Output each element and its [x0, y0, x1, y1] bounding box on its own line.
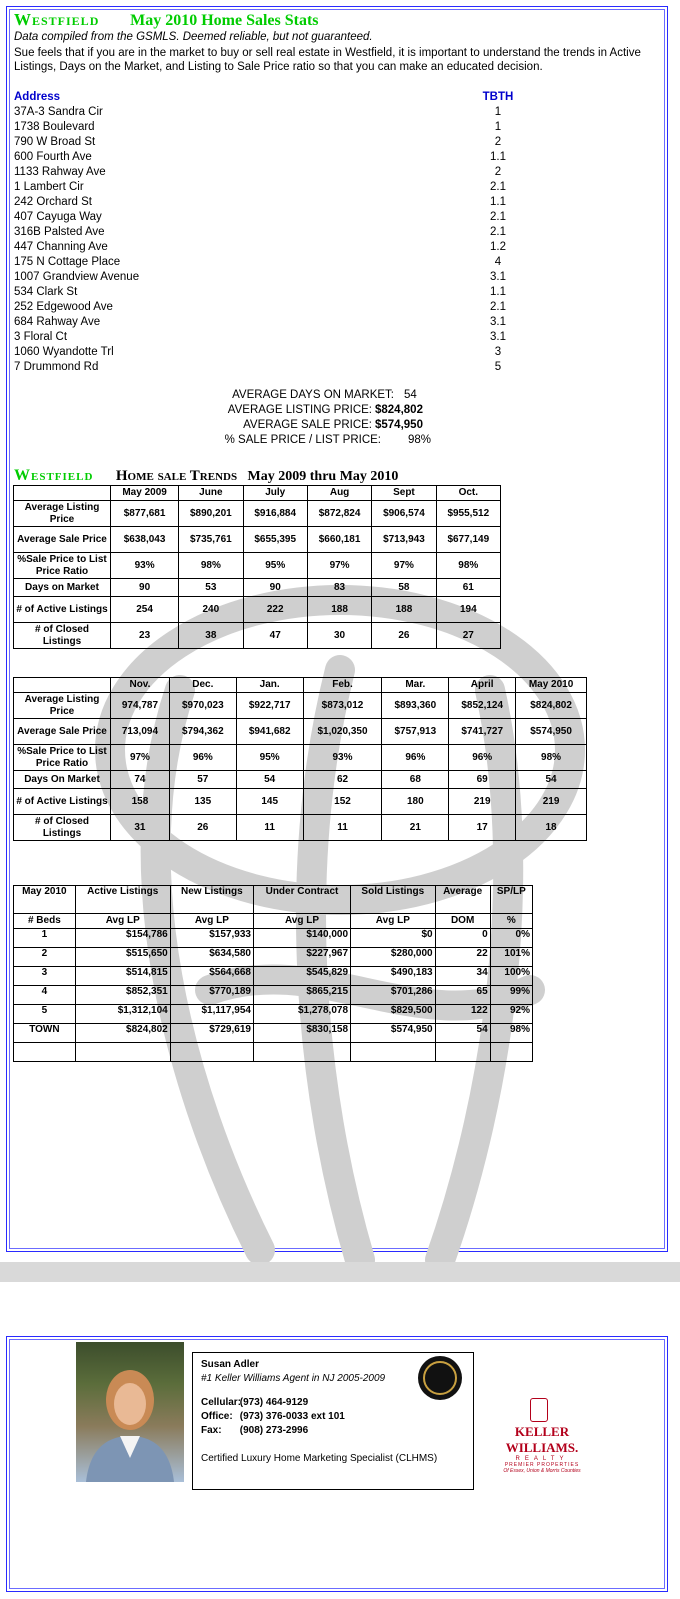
report-title: May 2010 Home Sales Stats: [130, 12, 319, 29]
table-cell: $824,802: [516, 693, 587, 719]
beds-header-cell: Avg LP: [351, 914, 436, 929]
beds-cell: 0%: [490, 929, 532, 948]
month-header: June: [179, 486, 243, 501]
beds-label: TOWN: [14, 1024, 76, 1043]
corner-cell: [14, 486, 111, 501]
sale-address: 600 Fourth Ave: [14, 151, 92, 163]
table-cell: $741,727: [449, 719, 516, 745]
avg-dom-value: 54: [404, 389, 417, 401]
table-cell: 219: [449, 789, 516, 815]
beds-cell: $1,117,954: [170, 1005, 253, 1024]
table-cell: $893,360: [382, 693, 449, 719]
sale-address: 37A-3 Sandra Cir: [14, 106, 103, 118]
kw-premier: PREMIER PROPERTIES: [504, 1462, 580, 1468]
table-cell: 23: [111, 623, 179, 649]
table-cell: 97%: [307, 553, 371, 579]
sale-tbth: 2.1: [490, 211, 506, 223]
sale-tbth: 2.1: [490, 181, 506, 193]
sale-address: 175 N Cottage Place: [14, 256, 121, 268]
agent-certification: Certified Luxury Home Marketing Specialist (CLHMS): [201, 1453, 438, 1464]
sale-address: 1738 Boulevard: [14, 121, 95, 133]
table-cell: 974,787: [111, 693, 170, 719]
sale-address: 1 Lambert Cir: [14, 181, 84, 193]
agent-office: [201, 1411, 345, 1422]
beds-header-cell: Avg LP: [75, 914, 170, 929]
trends-brand: Westfield: [14, 467, 94, 484]
table-row: [14, 815, 587, 841]
table-row: [14, 553, 501, 579]
table-cell: $890,201: [179, 501, 243, 527]
sale-address: 3 Floral Ct: [14, 331, 68, 343]
beds-cell: 92%: [490, 1005, 532, 1024]
beds-row: [14, 1024, 533, 1043]
table-cell: 58: [372, 579, 436, 597]
beds-cell: $564,668: [170, 967, 253, 986]
month-header: Dec.: [169, 678, 236, 693]
table-cell: $941,682: [236, 719, 303, 745]
avg-sale-label: AVERAGE SALE PRICE:: [243, 419, 372, 431]
beds-cell: 54: [435, 1024, 490, 1043]
month-header: Nov.: [111, 678, 170, 693]
beds-header-cell: Average: [435, 886, 490, 914]
beds-header-row: [14, 886, 533, 914]
beds-cell: $824,802: [75, 1024, 170, 1043]
beds-cell: $514,815: [75, 967, 170, 986]
report-heading: [14, 10, 319, 30]
month-header: July: [243, 486, 307, 501]
sale-address: 790 W Broad St: [14, 136, 96, 148]
sale-tbth: 3.1: [490, 331, 506, 343]
table-cell: 47: [243, 623, 307, 649]
sale-tbth: 3.1: [490, 271, 506, 283]
table-cell: 93%: [111, 553, 179, 579]
table-cell: $922,717: [236, 693, 303, 719]
row-label: %Sale Price to List Price Ratio: [14, 553, 111, 579]
table-cell: $655,395: [243, 527, 307, 553]
beds-row: [14, 948, 533, 967]
header-address: Address: [14, 91, 61, 103]
beds-header-cell: Avg LP: [253, 914, 350, 929]
empty-cell: [253, 1043, 350, 1062]
beds-header-cell: DOM: [435, 914, 490, 929]
table-cell: $1,020,350: [303, 719, 382, 745]
month-header: Feb.: [303, 678, 382, 693]
beds-cell: $701,286: [351, 986, 436, 1005]
award-seal-icon: [418, 1356, 462, 1400]
row-label: # of Closed Listings: [14, 815, 111, 841]
table-cell: $713,943: [372, 527, 436, 553]
beds-label: 4: [14, 986, 76, 1005]
page-divider: [0, 1262, 680, 1282]
table-cell: 98%: [436, 553, 500, 579]
beds-header-cell: Sold Listings: [351, 886, 436, 914]
month-header: Aug: [307, 486, 371, 501]
keller-williams-logo: [484, 1424, 600, 1474]
intro-paragraph: Sue feels that if you are in the market to buy or sell real estate in Westfield, it is important to understand the trends in Active Listings, Days on the Market, and Listing to Sale Price ratio so that you can make an educated decision.: [14, 47, 641, 73]
table-cell: $906,574: [372, 501, 436, 527]
kw-counties: Of Essex, Union & Morris Counties: [503, 1468, 581, 1474]
beds-cell: 0: [435, 929, 490, 948]
sale-address: 252 Edgewood Ave: [14, 301, 113, 313]
kw-realty: REALTY: [515, 1456, 569, 1462]
agent-tagline: #1 Keller Williams Agent in NJ 2005-2009: [201, 1373, 386, 1384]
sale-tbth: 5: [494, 361, 502, 373]
beds-cell: 34: [435, 967, 490, 986]
empty-cell: [490, 1043, 532, 1062]
table-cell: 180: [382, 789, 449, 815]
table-row: [14, 771, 587, 789]
avg-ratio-value: 98%: [408, 434, 432, 446]
table-row: [14, 693, 587, 719]
sale-address: 1060 Wyandotte Trl: [14, 346, 114, 358]
beds-cell: 22: [435, 948, 490, 967]
table-cell: 145: [236, 789, 303, 815]
beds-table: [13, 885, 533, 1062]
sale-tbth: 1: [494, 121, 502, 133]
sale-tbth: 2.1: [490, 226, 506, 238]
table-cell: 26: [169, 815, 236, 841]
table-cell: 54: [516, 771, 587, 789]
beds-row: [14, 1005, 533, 1024]
table-cell: 83: [307, 579, 371, 597]
table-cell: $970,023: [169, 693, 236, 719]
sale-tbth: 1.2: [490, 241, 506, 253]
row-label: # of Active Listings: [14, 597, 111, 623]
row-label: # of Active Listings: [14, 789, 111, 815]
table-cell: 254: [111, 597, 179, 623]
table-cell: $873,012: [303, 693, 382, 719]
empty-cell: [170, 1043, 253, 1062]
avg-ratio-label: % SALE PRICE / LIST PRICE:: [224, 434, 381, 446]
beds-cell: 101%: [490, 948, 532, 967]
trends-range: May 2009 thru May 2010: [247, 469, 399, 484]
disclaimer: Data compiled from the GSMLS. Deemed reliable, but not guaranteed.: [14, 31, 373, 43]
table-row: [14, 719, 587, 745]
fax-number: (908) 273-2996: [239, 1425, 309, 1436]
header-tbth: TBTH: [482, 91, 514, 103]
table-row: [14, 579, 501, 597]
beds-cell: $227,967: [253, 948, 350, 967]
beds-header-cell: Avg LP: [170, 914, 253, 929]
kw-name: KELLER WILLIAMS.: [505, 1424, 579, 1455]
table-cell: 57: [169, 771, 236, 789]
beds-label: 2: [14, 948, 76, 967]
beds-cell: $852,351: [75, 986, 170, 1005]
corner-cell: [14, 678, 111, 693]
sale-address: 447 Channing Ave: [14, 241, 108, 253]
beds-cell: $770,189: [170, 986, 253, 1005]
table-cell: $757,913: [382, 719, 449, 745]
table-cell: 53: [179, 579, 243, 597]
table-row: [14, 597, 501, 623]
office-number: (973) 376-0033 ext 101: [239, 1411, 345, 1422]
beds-header-row: [14, 914, 533, 929]
beds-row: [14, 986, 533, 1005]
agent-photo: [76, 1342, 184, 1482]
table-cell: 713,094: [111, 719, 170, 745]
keller-williams-crest-icon: [530, 1398, 548, 1422]
table-cell: 74: [111, 771, 170, 789]
beds-header-cell: SP/LP: [490, 886, 532, 914]
table-cell: 95%: [243, 553, 307, 579]
table-cell: 93%: [303, 745, 382, 771]
table-cell: $916,884: [243, 501, 307, 527]
sale-tbth: 4: [494, 256, 502, 268]
row-label: Average Sale Price: [14, 719, 111, 745]
table-row: [14, 501, 501, 527]
table-cell: 31: [111, 815, 170, 841]
beds-row: [14, 929, 533, 948]
sale-tbth: 1.1: [490, 151, 506, 163]
table-cell: 30: [307, 623, 371, 649]
table-cell: $638,043: [111, 527, 179, 553]
sale-tbth: 1: [494, 106, 502, 118]
beds-cell: 65: [435, 986, 490, 1005]
beds-cell: 98%: [490, 1024, 532, 1043]
table-row: [14, 789, 587, 815]
beds-cell: $634,580: [170, 948, 253, 967]
table-cell: 69: [449, 771, 516, 789]
beds-header-cell: Under Contract: [253, 886, 350, 914]
trends-heading: [14, 467, 398, 485]
table-cell: $955,512: [436, 501, 500, 527]
beds-cell: $490,183: [351, 967, 436, 986]
beds-cell: $829,500: [351, 1005, 436, 1024]
beds-header-cell: Active Listings: [75, 886, 170, 914]
beds-label: 1: [14, 929, 76, 948]
empty-cell: [351, 1043, 436, 1062]
agent-fax: [201, 1425, 308, 1436]
table-cell: 98%: [516, 745, 587, 771]
table-cell: $852,124: [449, 693, 516, 719]
beds-label: 3: [14, 967, 76, 986]
agent-cellular: [201, 1397, 308, 1408]
sale-address: 1133 Rahway Ave: [14, 166, 106, 178]
table-cell: 90: [111, 579, 179, 597]
row-label: # of Closed Listings: [14, 623, 111, 649]
table-cell: 11: [303, 815, 382, 841]
agent-name: Susan Adler: [201, 1359, 259, 1370]
month-header: April: [449, 678, 516, 693]
month-header: Jan.: [236, 678, 303, 693]
table-cell: 26: [372, 623, 436, 649]
table-cell: 188: [307, 597, 371, 623]
beds-header-cell: # Beds: [14, 914, 76, 929]
sale-tbth: 2.1: [490, 301, 506, 313]
table-row: [14, 745, 587, 771]
beds-cell: 100%: [490, 967, 532, 986]
table-cell: 54: [236, 771, 303, 789]
row-label: Average Sale Price: [14, 527, 111, 553]
cellular-label: Cellular:: [201, 1397, 242, 1408]
beds-cell: $154,786: [75, 929, 170, 948]
table-cell: $794,362: [169, 719, 236, 745]
table-cell: 68: [382, 771, 449, 789]
table-cell: $574,950: [516, 719, 587, 745]
beds-cell: $280,000: [351, 948, 436, 967]
table-cell: 61: [436, 579, 500, 597]
table-cell: 240: [179, 597, 243, 623]
beds-label: 5: [14, 1005, 76, 1024]
beds-cell: $0: [351, 929, 436, 948]
table-cell: 222: [243, 597, 307, 623]
empty-cell: [75, 1043, 170, 1062]
beds-cell: 99%: [490, 986, 532, 1005]
beds-cell: $140,000: [253, 929, 350, 948]
sale-tbth: 1.1: [490, 286, 506, 298]
brand-westfield: Westfield: [14, 10, 100, 29]
row-label: Days on Market: [14, 579, 111, 597]
table-cell: 21: [382, 815, 449, 841]
month-header: Mar.: [382, 678, 449, 693]
table-cell: 38: [179, 623, 243, 649]
table-cell: 96%: [449, 745, 516, 771]
sale-address: 1007 Grandview Avenue: [14, 271, 140, 283]
month-header: May 2009: [111, 486, 179, 501]
month-header: Sept: [372, 486, 436, 501]
avg-sale-value: $574,950: [375, 419, 423, 431]
sale-address: 7 Drummond Rd: [14, 361, 99, 373]
sale-address: 316B Palsted Ave: [14, 226, 105, 238]
month-header: May 2010: [516, 678, 587, 693]
row-label: Average Listing Price: [14, 501, 111, 527]
sale-address: 407 Cayuga Way: [14, 211, 102, 223]
table-cell: 158: [111, 789, 170, 815]
table-cell: 62: [303, 771, 382, 789]
beds-cell: 122: [435, 1005, 490, 1024]
table-cell: $677,149: [436, 527, 500, 553]
sale-tbth: 1.1: [490, 196, 506, 208]
beds-row: [14, 967, 533, 986]
beds-cell: $574,950: [351, 1024, 436, 1043]
table-cell: 18: [516, 815, 587, 841]
beds-header-cell: New Listings: [170, 886, 253, 914]
avg-list-label: AVERAGE LISTING PRICE:: [227, 404, 372, 416]
sale-tbth: 2: [494, 166, 502, 178]
beds-cell: $515,650: [75, 948, 170, 967]
table-cell: 97%: [111, 745, 170, 771]
row-label: %Sale Price to List Price Ratio: [14, 745, 111, 771]
table-row: [14, 527, 501, 553]
table-cell: 97%: [372, 553, 436, 579]
trends-table-2: [13, 677, 587, 841]
sale-tbth: 3: [494, 346, 502, 358]
row-label: Days On Market: [14, 771, 111, 789]
beds-cell: $157,933: [170, 929, 253, 948]
beds-cell: $545,829: [253, 967, 350, 986]
cellular-number: (973) 464-9129: [239, 1397, 309, 1408]
trends-table-1: [13, 485, 501, 649]
table-cell: 90: [243, 579, 307, 597]
beds-empty-row: [14, 1043, 533, 1062]
table-cell: 96%: [169, 745, 236, 771]
beds-header-cell: %: [490, 914, 532, 929]
office-label: Office:: [201, 1411, 233, 1422]
sale-address: 684 Rahway Ave: [14, 316, 101, 328]
table-cell: 194: [436, 597, 500, 623]
sale-address: 242 Orchard St: [14, 196, 92, 208]
table-cell: 98%: [179, 553, 243, 579]
avg-list-value: $824,802: [375, 404, 423, 416]
table-cell: 11: [236, 815, 303, 841]
table-cell: 17: [449, 815, 516, 841]
table-cell: 135: [169, 789, 236, 815]
empty-cell: [14, 1043, 76, 1062]
empty-cell: [435, 1043, 490, 1062]
table-row: [14, 623, 501, 649]
table-cell: 96%: [382, 745, 449, 771]
table-cell: 152: [303, 789, 382, 815]
beds-cell: $1,278,078: [253, 1005, 350, 1024]
table-cell: 27: [436, 623, 500, 649]
table-cell: $877,681: [111, 501, 179, 527]
trends-subtitle: Home sale Trends: [115, 468, 238, 484]
table-cell: 188: [372, 597, 436, 623]
table-cell: $660,181: [307, 527, 371, 553]
sale-tbth: 3.1: [490, 316, 506, 328]
beds-cell: $1,312,104: [75, 1005, 170, 1024]
avg-dom-label: AVERAGE DAYS ON MARKET:: [232, 389, 394, 401]
beds-cell: $830,158: [253, 1024, 350, 1043]
table-cell: 95%: [236, 745, 303, 771]
table-cell: 219: [516, 789, 587, 815]
beds-cell: $865,215: [253, 986, 350, 1005]
table-cell: $735,761: [179, 527, 243, 553]
table-cell: $872,824: [307, 501, 371, 527]
beds-header-cell: May 2010: [14, 886, 76, 914]
month-header: Oct.: [436, 486, 500, 501]
sale-address: 534 Clark St: [14, 286, 78, 298]
sale-tbth: 2: [494, 136, 502, 148]
fax-label: Fax:: [201, 1425, 222, 1436]
row-label: Average Listing Price: [14, 693, 111, 719]
beds-cell: $729,619: [170, 1024, 253, 1043]
